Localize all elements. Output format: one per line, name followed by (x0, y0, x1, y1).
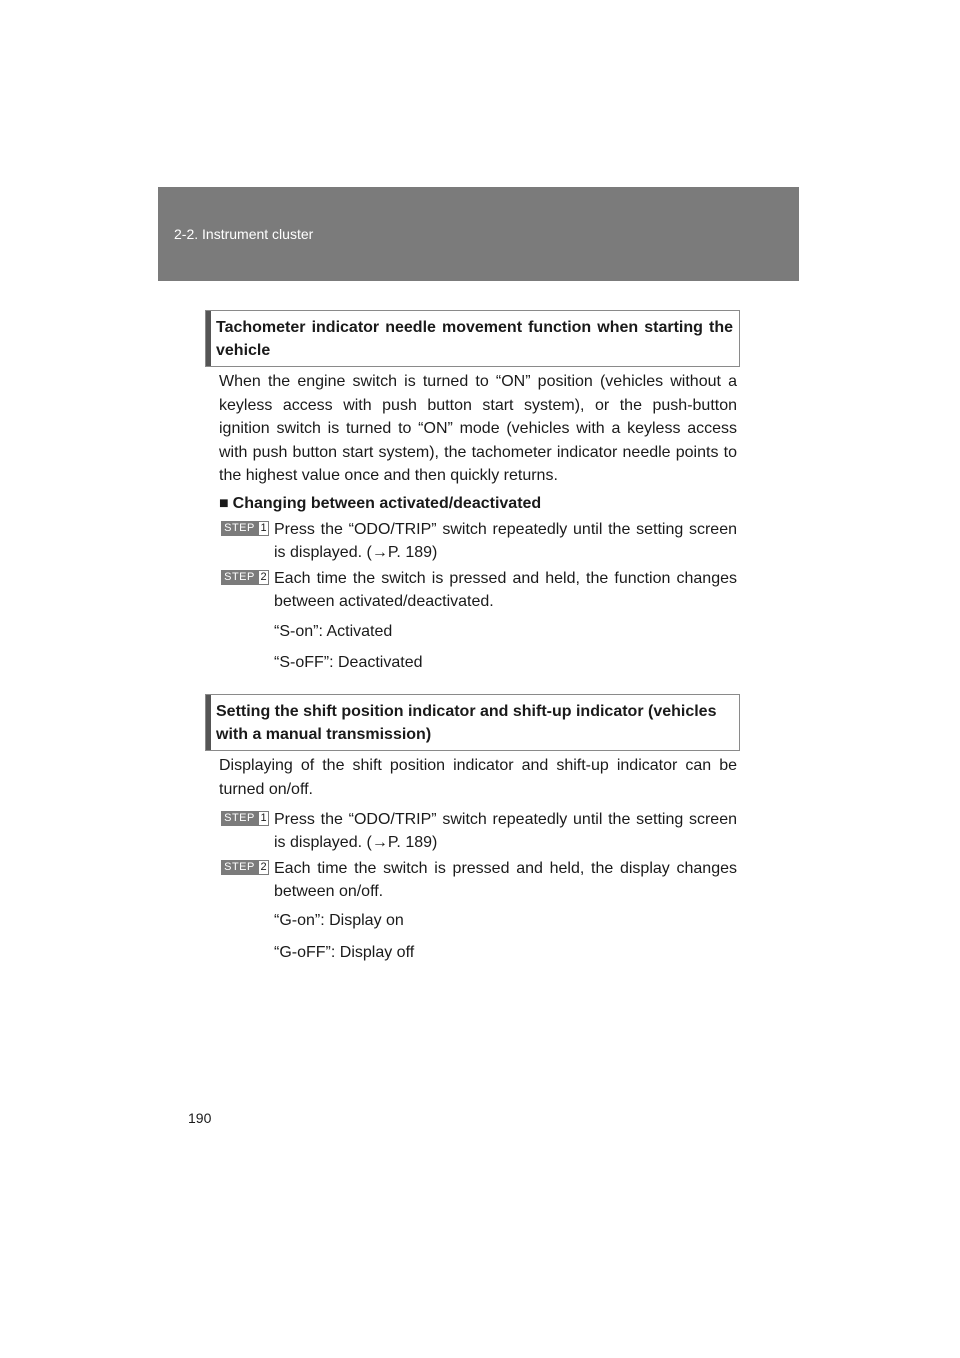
section-title-shift-indicator: Setting the shift position indicator and shift-up indicator (vehicles with a manual transmission) (205, 694, 740, 751)
subheading (219, 492, 737, 515)
step-item (221, 857, 737, 903)
square-bullet-icon: ■ (219, 495, 229, 512)
setting-value: “S-oFF”: Deactivated (274, 654, 423, 671)
chapter-header (158, 187, 799, 281)
setting-value: “G-oFF”: Display off (274, 944, 415, 961)
step-text: Each time the switch is pressed and held, the display changes between on/off. (274, 860, 737, 900)
subheading-text: Changing between activated/deactivated (232, 495, 542, 512)
step-badge: STEP 1 (221, 521, 269, 536)
section-body-tachometer: When the engine switch is turned to “ON” position (vehicles without a keyless access with push button start system), or the push-button ignition switch is turned to “ON” mode (vehicles with a keyless access with push button start system), the tachometer indicator needle points to the highest value once and then quickly returns. (219, 373, 737, 484)
chapter-title: 2-2. Instrument cluster (174, 226, 314, 242)
step-badge: STEP 2 (221, 860, 269, 875)
step-item (221, 808, 737, 854)
setting-value: “G-on”: Display on (274, 912, 404, 929)
page-number: 190 (188, 1110, 212, 1126)
section-body-shift-indicator: Displaying of the shift position indicator and shift-up indicator can be turned on/off. (219, 757, 737, 798)
step-text: Press the “ODO/TRIP” switch repeatedly until the setting screen is displayed. (→P. 189) (274, 521, 737, 561)
setting-value: “S-on”: Activated (274, 623, 393, 640)
step-text: Press the “ODO/TRIP” switch repeatedly until the setting screen is displayed. (→P. 189) (274, 811, 737, 851)
step-item (221, 567, 737, 613)
step-badge: STEP 1 (221, 811, 269, 826)
step-item (221, 518, 737, 564)
step-badge: STEP 2 (221, 570, 269, 585)
step-text: Each time the switch is pressed and held, the function changes between activated/deactivated. (274, 570, 737, 610)
section-title-tachometer: Tachometer indicator needle movement function when starting the vehicle (205, 310, 740, 367)
